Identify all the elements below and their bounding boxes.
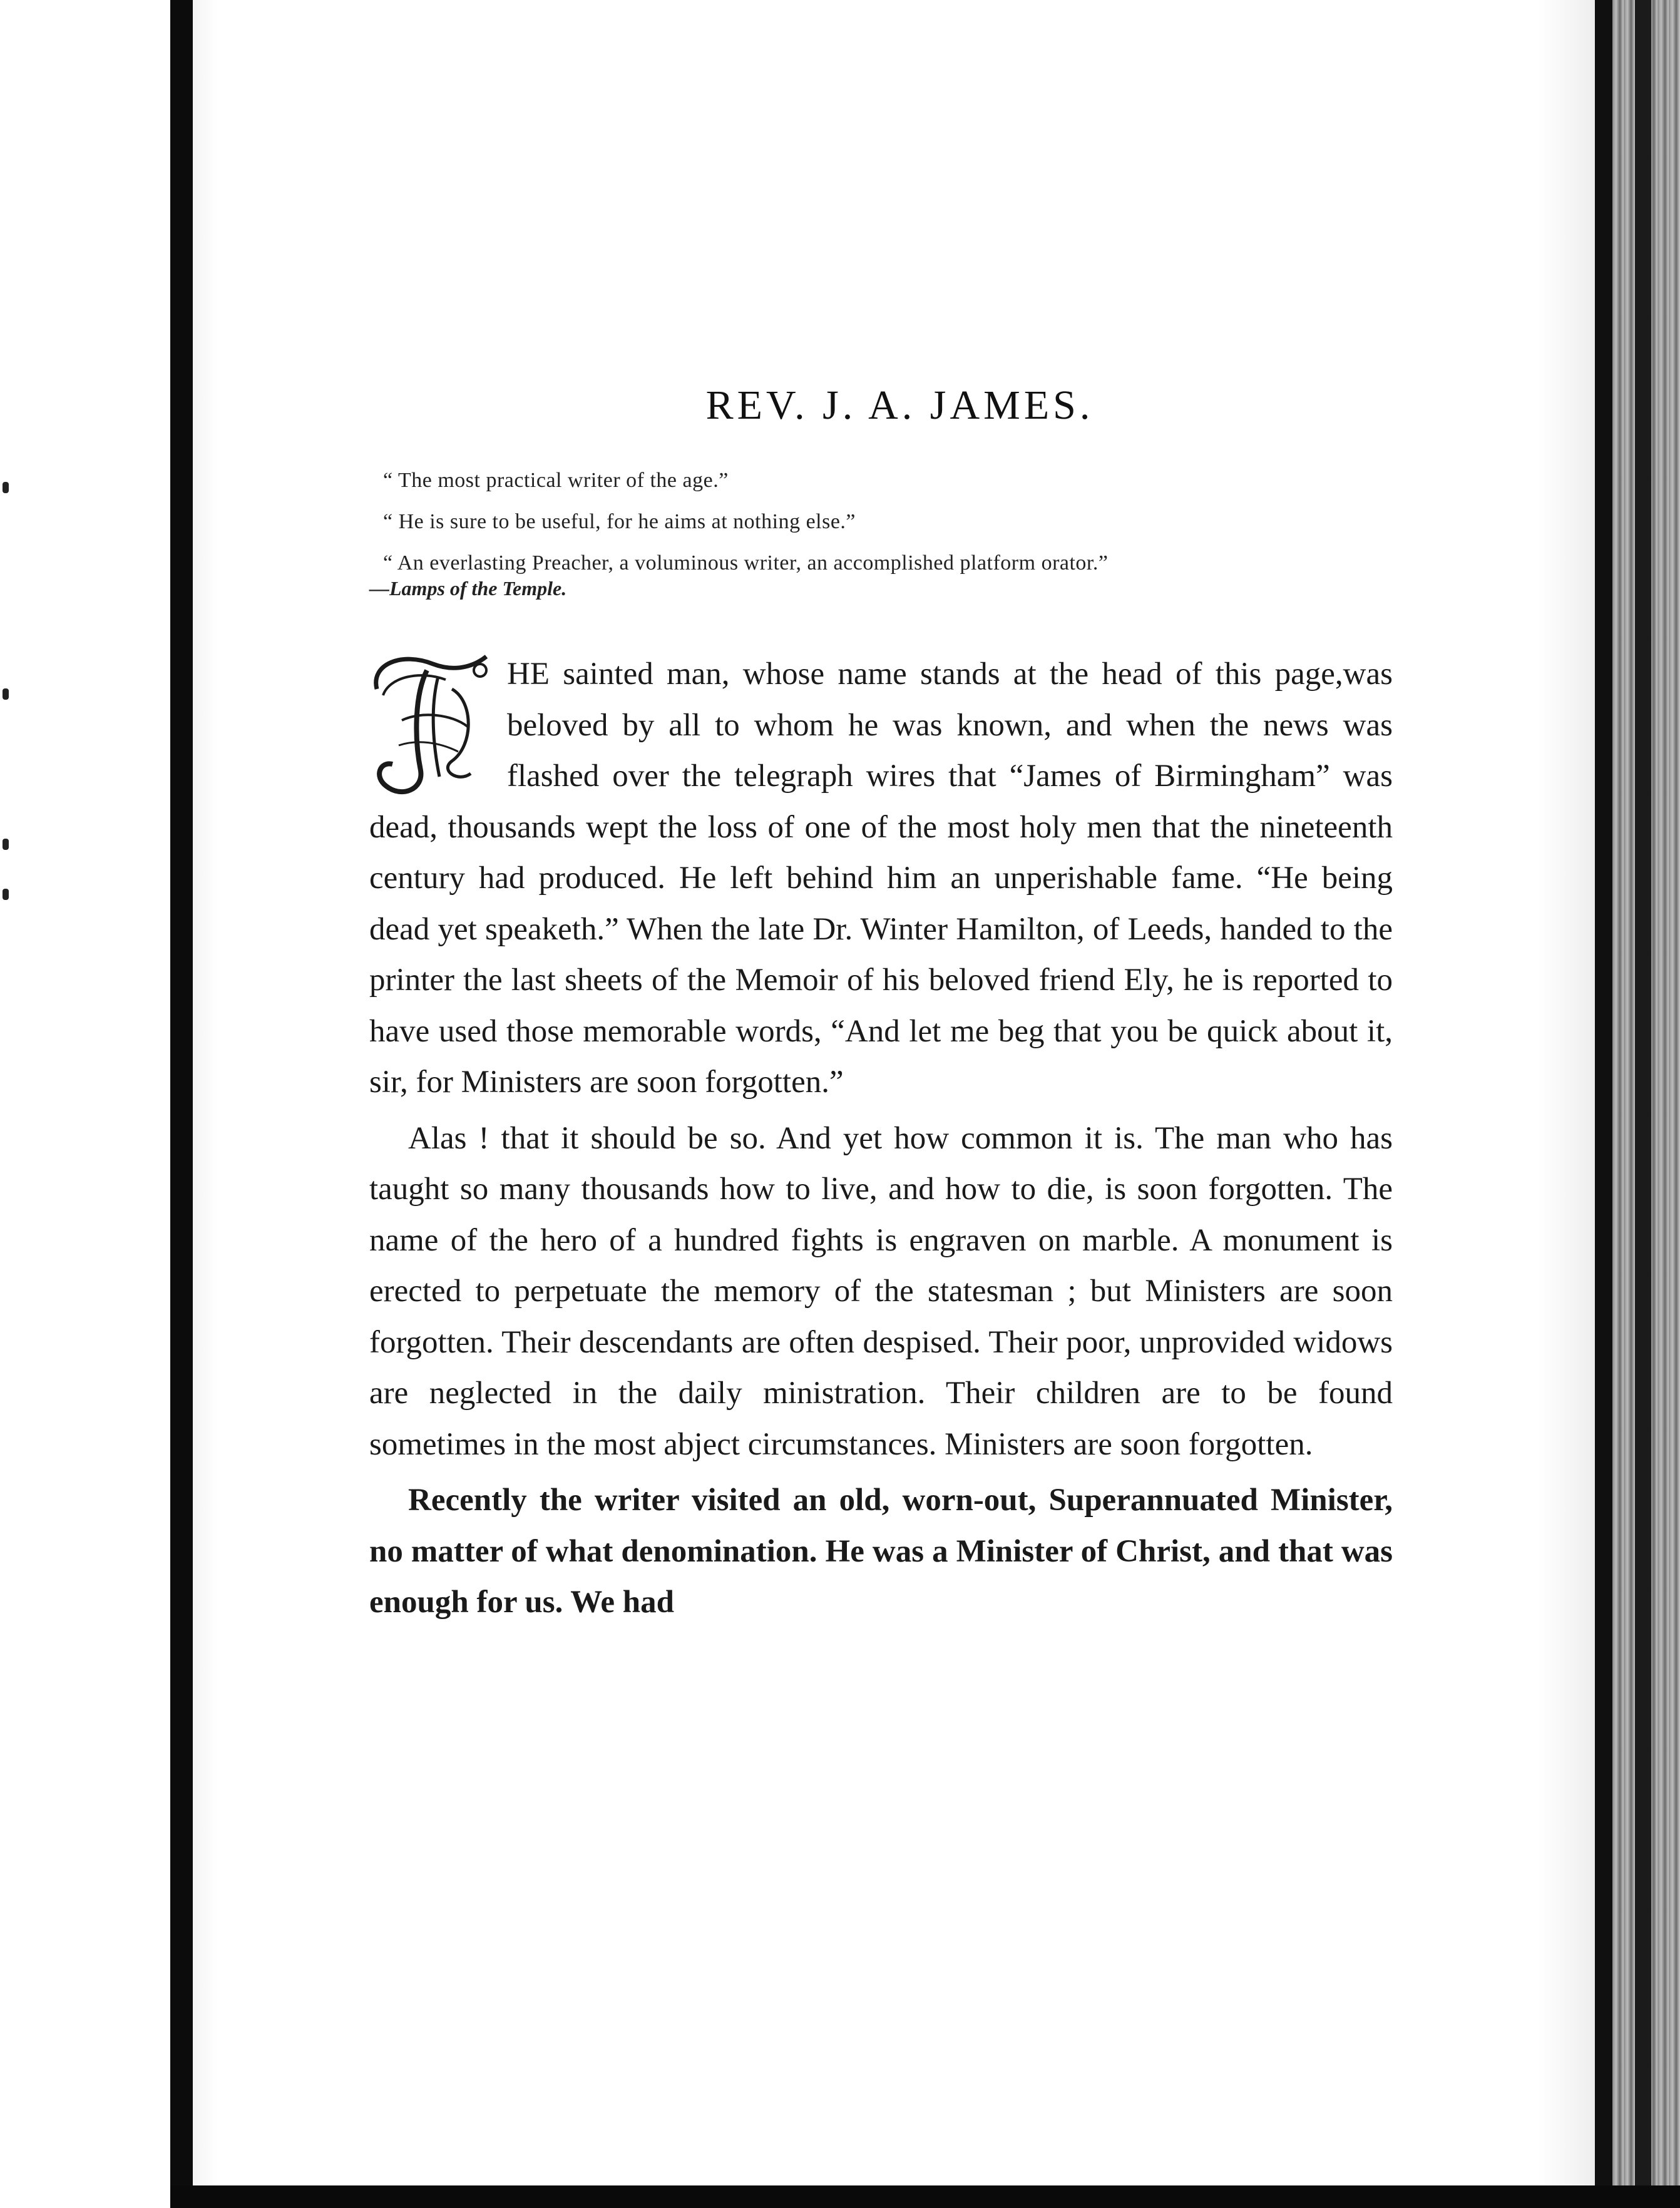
page-title: REV. J. A. JAMES. — [705, 382, 1094, 428]
page-content — [369, 382, 1393, 1633]
margin-speck — [3, 482, 9, 493]
book-gutter-shadow — [170, 0, 193, 2208]
margin-speck — [3, 839, 9, 850]
epigraph-2: “ He is sure to be useful, for he aims at nothing else.” — [383, 510, 856, 533]
book-cover-edge — [1635, 0, 1651, 2208]
epigraph-1: “ The most practical writer of the age.” — [383, 469, 729, 492]
epigraph-attribution: —Lamps of the Temple. — [369, 577, 567, 600]
paragraph-1 — [369, 649, 1393, 1108]
margin-speck — [3, 889, 9, 900]
margin-speck — [3, 688, 9, 700]
paragraph-2: Alas ! that it should be so. And yet how common it is. The man who has taught so many thousands how to live, and how to die, is soon forgotten. The name of the hero of a hundred fights is engraven on marble. A monument is erected to perpetuate the memory of the statesman ; but Ministers are soon forgotten. Their descendants are often despised. Their poor, unprovided widows are neglected in the daily ministration. Their children are to be found sometimes in the most abject circumstances. Ministers are soon forgotten. — [369, 1120, 1393, 1462]
ornamental-t-icon — [364, 652, 496, 802]
paragraph-1-text: HE sainted man, whose name stands at the head of this page,was beloved by all to whom he was known, and when the news was flashed over the telegraph wires that “James of Birmingham” was dead, thousands wept the loss of one of the most holy men that the nineteenth century had produced. He left behind him an unperishable fame. “He being dead yet speaketh.” When the late Dr. Winter Hamilton, of Leeds, handed to the printer the last sheets of the Memoir of his beloved friend Ely, he is reported to have used those memorable words, “And let me beg that you be quick about it, sir, for Ministers are soon forgotten.” — [369, 657, 1393, 1100]
epigraph-3: “ An everlasting Preacher, a voluminous writer, an accomplished platform orator.” — [383, 551, 1109, 575]
ornamental-initial — [364, 652, 496, 802]
paragraph-3: Recently the writer visited an old, worn-out, Superannuated Minister, no matter of what denomination. He was a Minister of Christ, and that was enough for us. We had — [369, 1483, 1393, 1620]
scan-left-margin — [0, 0, 169, 2208]
scan-bottom-edge — [170, 2185, 1680, 2208]
page-right-shadow — [1595, 0, 1612, 2208]
